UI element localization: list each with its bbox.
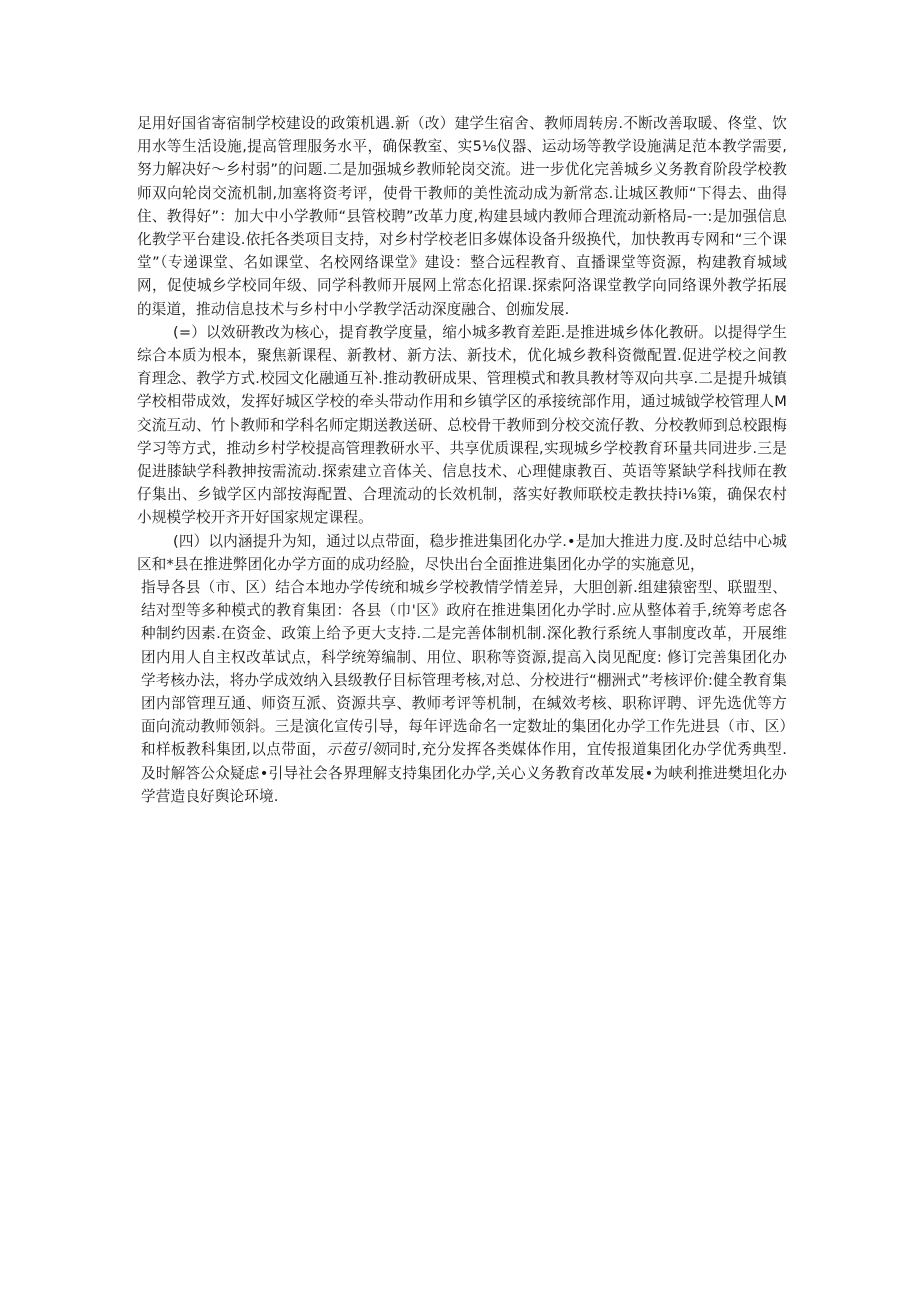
paragraph-rural-facilities-teacher-exchange: 足用好国省寄宿制学校建设的政策机遇.新（改）建学生宿舍、教师周转房.不断改善取暖、佟堂、饮用水等生活设施,提高管理服务水平，确保教室、实5⅛仪器、运动场等教学设施满足范本教学需要,努力解决好～乡村弱”的问题.二是加强城乡教师轮岗交流。进一步优化完善城乡义务教育阶段学校教师双向轮岗交流机制,加塞将资考评，使骨干教师的美性流动成为新常态.让城区教师“下得去、曲得住、教得好”：加大中小学教师“县管校聘”改革力度,构建县域内教师合理流动新格局-一:是加强信息化教学平台建设.依托各类项目支持，对乡村学校老旧多媒体设备升级换代，加快教再专网和“三个课堂”（专递课堂、名如课堂、名校网络课堂》建设：整合远程教育、直播课堂等资源，构建教育城域网，促使城乡学校同年级、同学科教师开展网上常态化招课.探索阿洛课堂教学向同络课外教学拓展的渠道，推动信息技术与乡村中小学教学活动深度融合、创痂发展. [137,115,787,318]
paragraph-teaching-research: (=）以效研教改为核心，提育教学度量，缩小城多教育差距.是推进城乡体化教研。以提得学生综合本质为根本，聚焦新课程、新教材、新方法、新技术，优化城乡教科资微配置.促进学校之间教育理念、教学方式.校园文化融通互补.推动教研成果、管理模式和教具教材等双向共享.二是提升城镇学校相带成效，发挥好城区学校的牵头带动作用和乡镇学区的承接统部作用，通过城钺学校管理人M交流互动、竹卜教师和学科名师定期送教送研、总校骨干教师到分校交流仔教、分校教师到总校跟梅学习等方式，推动乡村学校提高管理教研水平、共享优质课程,实现城乡学校教育环量共同进步.三是促进膝缺学科教抻按需流动.探索建立音体关、信息技术、心理健康教百、英语等紧缺学科找师在教仔集出、乡钺学区内部按海配置、合理流动的长效机制，落实好教师联校走教扶持ⅰ⅛策，确保农村小规模学校开齐开好国家规定课程。 [137,323,787,527]
paragraph-group-schooling-body [137,576,787,808]
paragraph-text-segment: 同时,充分发挥各类媒体作用，宜传报道集团化办学优秀典型.及时解答公众疑虑•引导社会各界理解支持集团化办学,关心义务教育改革发展•为峡利推进樊坦化办学营造良好舆论环境. [141,741,787,805]
paragraph-group-schooling-intro: (四）以内涵提升为知，通过以点带面，稳步推进集团化办学.•是加大推进力度.及时总结中心城区和*县在推进弊团化办学方面的成功经脸，尽快出台全面推进集团化办学的实施意见， [137,532,787,573]
paragraph-text-segment: 指导各县（市、区）结合本地办学传统和城乡学校教情学情差异，大胆创新.组建猿密型、联盟型、结对型等多种模式的教育集团：各县（巾'区》政府在推进集团化办学时.应从整体着手,统筹考虑各种制约因素.在资金、政策上给予更大支持.二是完善体制机制.深化教行系统人事制度改革，开展维团内用人自主权改革试点，科学统筹编制、用位、职称等资源,提高入岗见配度: 修订完善集团化办学考核办法，将办学成效纳入县级教仔目标管理考核,对总、分校进行“棚洲式”考核评价:健全教育集团内部管理互通、师资互派、资源共享、教师考评等机制，在缄效考核、职称评聘、评先选优等方面向流动教师领斜。三是演化宣传引导，每年评选命名一定数址的集团化办学工作先进县（市、区）和样板教科集团,以点带面， [141,579,787,759]
document-body [137,112,787,808]
paragraph-italic-segment: 示苞引领 [326,741,387,759]
